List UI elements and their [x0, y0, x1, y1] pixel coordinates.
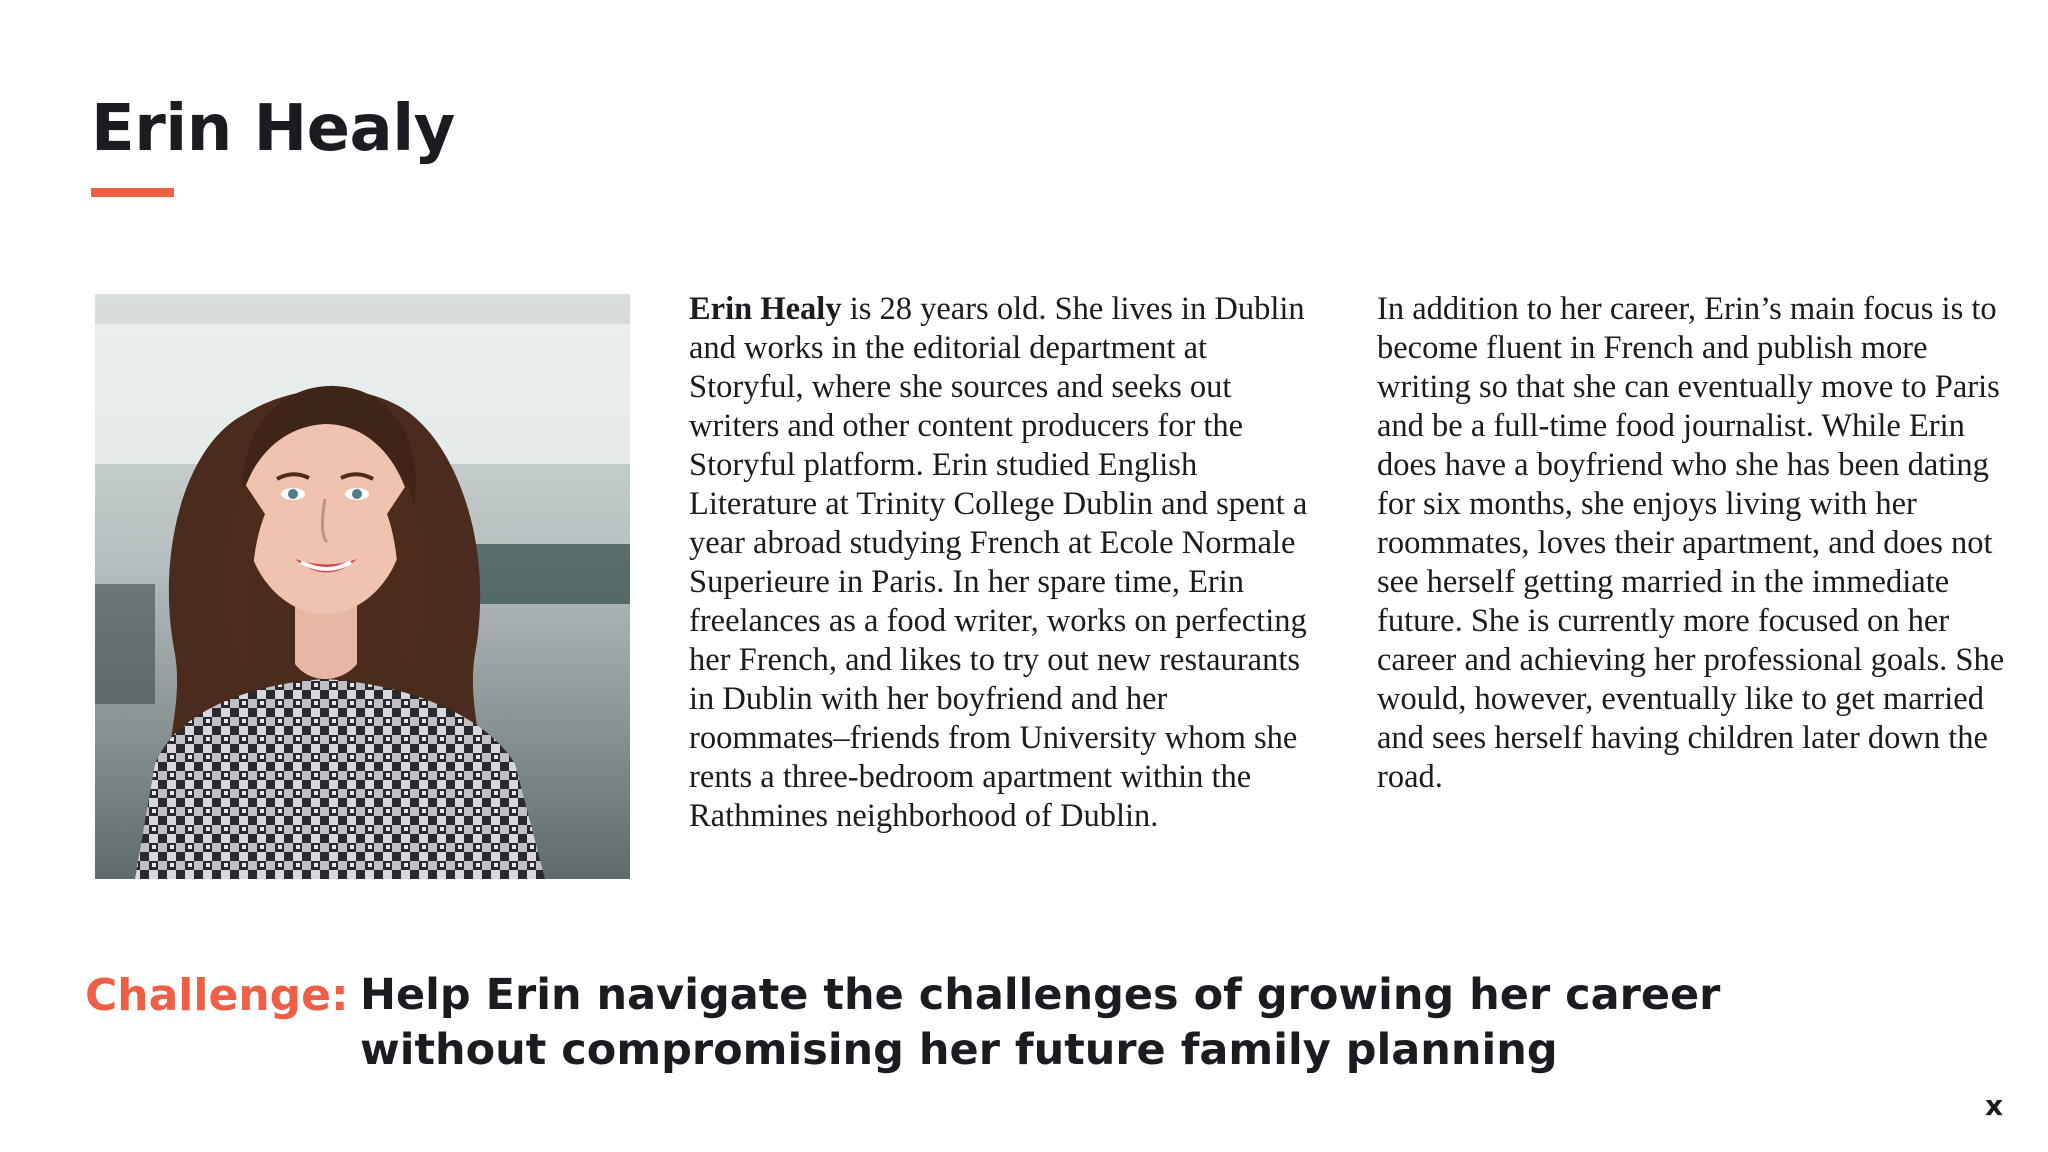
close-button[interactable]: x [1984, 1089, 2003, 1122]
page-title: Erin Healy [91, 92, 455, 166]
portrait-photo [95, 294, 630, 879]
bio-column-2: In addition to her career, Erin’s main focus is to become fluent in French and publish more writing so that she can eventually move to Paris and be a full-time food journalist. While Erin does have a boyfriend who she has been dating for six months, she enjoys living with her roommates, loves their apartment, and does not see herself getting married in the immediate future. She is currently more focused on her career and achieving her professional goals. She would, however, eventually like to get married and sees herself having children later down the road. [1377, 291, 2005, 795]
title-underline [91, 188, 174, 197]
challenge-label: Challenge: [85, 970, 349, 1021]
bio-column-1 [689, 290, 1329, 836]
bio-column-1-text: is 28 years old. She lives in Dublin and works in the editorial department at Storyful, where she sources and seeks out writers and other content producers for the Storyful platform. Erin studied English Literature at Trinity College Dublin and spent a year abroad studying French at Ecole Normale Superieure in Paris. In her spare time, Erin freelances as a food writer, works on perfecting her French, and likes to try out new restaurants in Dublin with her boyfriend and her roommates–friends from University whom she rents a three-bedroom apartment within the Rathmines neighborhood of Dublin. [689, 291, 1308, 834]
bio-lead-name: Erin Healy [689, 291, 842, 327]
challenge-text: Help Erin navigate the challenges of growing her career without compromising her future family planning [360, 970, 1721, 1075]
